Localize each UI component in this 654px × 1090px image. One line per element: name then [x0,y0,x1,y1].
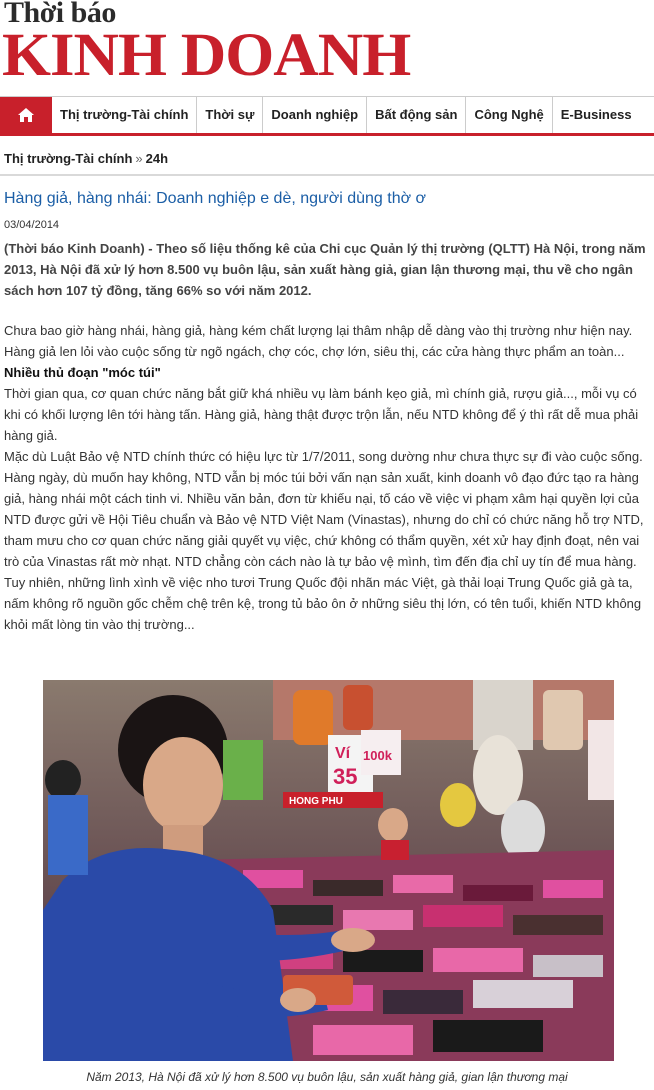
nav-item-e-business[interactable]: E-Business [560,107,632,122]
article-subhead: Nhiều thủ đoạn "móc túi" [4,365,161,380]
nav-item-doanh-nghiep[interactable]: Doanh nghiệp [263,97,367,133]
breadcrumb [4,151,168,166]
article-date: 03/04/2014 [4,219,60,231]
article-body [4,238,650,635]
market-stall-photo [43,680,614,1061]
photo-sign-text-1: Ví [335,745,351,762]
nav-item-thoi-su[interactable]: Thời sự [197,97,263,133]
main-nav [0,96,654,136]
breadcrumb-subsection-link[interactable]: 24h [145,151,169,166]
nav-item-bat-dong-san[interactable]: Bất động sản [367,97,466,133]
article-paragraph-1: Chưa bao giờ hàng nhái, hàng giả, hàng kém chất lượng lại thâm nhập dễ dàng vào thị trường như hiện nay. Hàng giả len lỏi vào cuộc sống từ ngõ ngách, chợ cóc, chợ lớn, siêu thị, các cửa hàng thực phẩm an toàn... [4,323,633,359]
article-photo [43,680,614,1061]
masthead-top-line: Thời báo [4,0,116,29]
photo-banner-text: HONG PHU [289,796,343,807]
nav-item-cong-nghe[interactable]: Công Nghệ [466,97,552,133]
photo-sign-text-3: 100k [363,748,392,763]
breadcrumb-divider [0,174,654,176]
breadcrumb-separator: » [135,151,143,166]
masthead-main-line: KINH DOANH [2,20,411,89]
photo-sign-text-2: 35 [333,764,358,789]
article-title: Hàng giả, hàng nhái: Doanh nghiệp e dè, người dùng thờ ơ [4,190,427,207]
article-paragraph-2: Thời gian qua, cơ quan chức năng bắt giữ khá nhiều vụ làm bánh kẹo giả, mì chính giả, rượu giả..., mỗi vụ có khi có khối lượng lên tới hàng tấn. Hàng giả, hàng thật được trộn lẫn, nếu NTD không để ý thì rất dễ mua phải hàng giả. [4,386,639,443]
masthead-logo[interactable] [0,0,654,92]
article-paragraph-3: Mặc dù Luật Bảo vệ NTD chính thức có hiệu lực từ 1/7/2011, song dường như chưa thực sự đi vào cuộc sống. Hàng ngày, dù muốn hay không, NTD vẫn bị móc túi bởi vấn nạn sản xuất, kinh doanh vô đạo đức tạo ra hàng giả, hàng nhái một cách tinh vi. Nhiều văn bản, đơn từ khiếu nại, tố cáo về việc vi phạm xâm hại quyền lợi của NTD được gửi về Hội Tiêu chuẩn và Bảo vệ NTD Việt Nam (Vinastas), nhưng do chỉ có chức năng hỗ trợ NTD, tham mưu cho cơ quan chức năng giải quyết vụ việc, chứ không có thẩm quyền, xét xử hay định đoạt, nên vai trò của Vinastas rất mờ nhạt. NTD chẳng còn cách nào là tự bảo vệ mình, tìm đến địa chỉ uy tín để mua hàng. Tuy nhiên, những lình xình về việc nho tươi Trung Quốc đội nhãn mác Việt, gà thải loại Trung Quốc giả gà ta, nấm không rõ nguồn gốc chễm chệ trên kệ, trong tủ bảo ôn ở những siêu thị lớn, có tên tuổi, khiến NTD không khỏi mất lòng tin vào thị trường... [4,449,644,632]
nav-home-button[interactable] [0,97,52,133]
article-lead: (Thời báo Kinh Doanh) - Theo số liệu thống kê của Chi cục Quản lý thị trường (QLTT) Hà Nội, trong năm 2013, Hà Nội đã xử lý hơn 8.500 vụ buôn lậu, sản xuất hàng giả, gian lận thương mại, thu về cho ngân sách hơn 107 tỷ đồng, tăng 66% so với năm 2012. [4,241,646,298]
breadcrumb-section-link[interactable]: Thị trường-Tài chính [4,151,133,166]
home-icon [17,107,35,123]
nav-item-thi-truong-tai-chinh[interactable]: Thị trường-Tài chính [52,97,197,133]
photo-caption: Năm 2013, Hà Nội đã xử lý hơn 8.500 vụ buôn lậu, sản xuất hàng giả, gian lận thương mại [86,1070,568,1084]
